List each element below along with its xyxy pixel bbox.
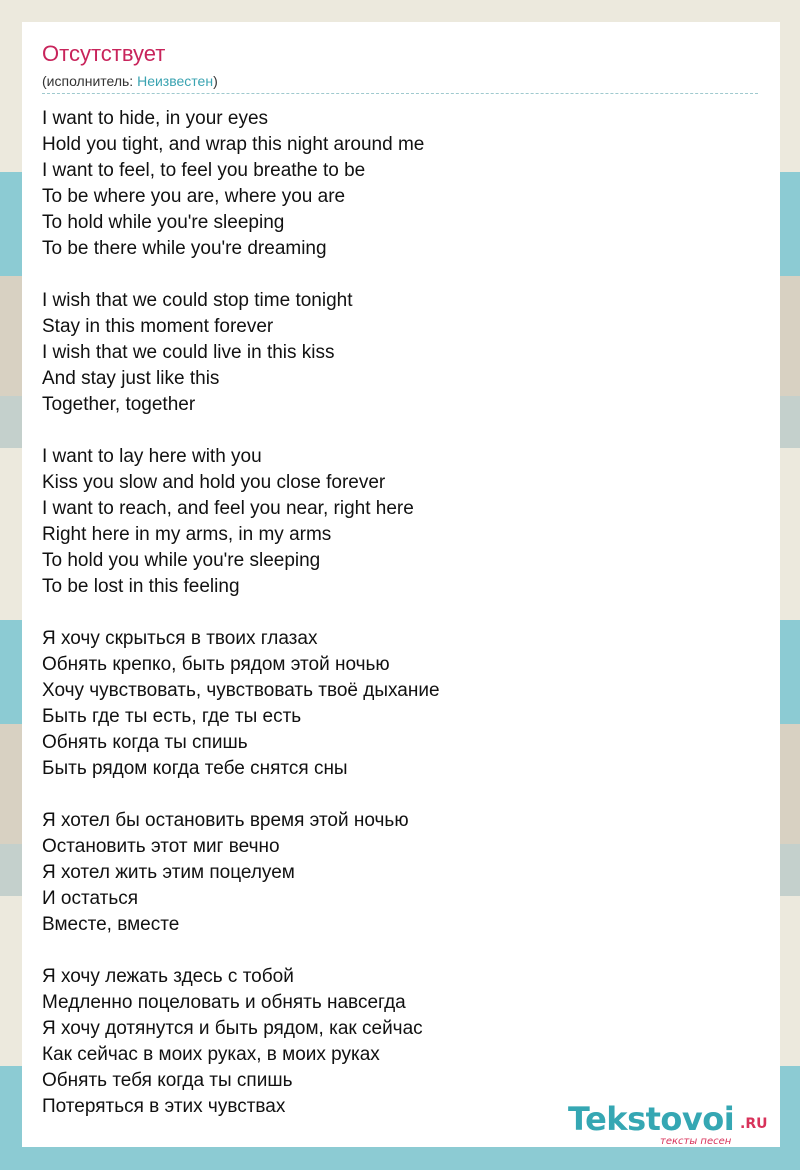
lyric-line: Я хочу лежать здесь с тобой — [42, 966, 294, 987]
lyrics-verse — [42, 444, 440, 600]
song-title: Отсутствует — [42, 41, 166, 66]
lyric-line: Я хотел жить этим поцелуем — [42, 862, 295, 883]
logo-tagline: тексты песен — [660, 1136, 732, 1147]
lyric-line: Хочу чувствовать, чувствовать твоё дыхание — [42, 680, 440, 701]
lyrics-verse — [42, 626, 440, 782]
lyrics-verse — [42, 288, 440, 418]
lyric-line: Обнять тебя когда ты спишь — [42, 1070, 293, 1091]
lyric-line: To be lost in this feeling — [42, 576, 240, 597]
lyric-line: Вместе, вместе — [42, 914, 180, 935]
lyric-line: I want to lay here with you — [42, 446, 262, 467]
lyric-line: Right here in my arms, in my arms — [42, 524, 332, 545]
lyric-line: Медленно поцеловать и обнять навсегда — [42, 992, 406, 1013]
lyric-line: Обнять когда ты спишь — [42, 732, 248, 753]
lyrics-verse — [42, 964, 440, 1120]
title-divider — [42, 93, 758, 94]
performer-suffix: ) — [213, 73, 218, 89]
lyric-line: To be where you are, where you are — [42, 186, 346, 207]
lyric-line: Я хочу дотянутся и быть рядом, как сейчас — [42, 1018, 423, 1039]
lyric-line: I want to hide, in your eyes — [42, 108, 269, 129]
lyric-line: I want to feel, to feel you breathe to be — [42, 160, 366, 181]
logo-name: Tekstovoi — [568, 1100, 735, 1138]
lyric-line: Kiss you slow and hold you close forever — [42, 472, 386, 493]
lyric-line: To be there while you're dreaming — [42, 238, 327, 259]
lyric-line: I wish that we could live in this kiss — [42, 342, 335, 363]
logo-tld: .RU — [740, 1116, 768, 1132]
performer-prefix: (исполнитель: — [42, 73, 138, 89]
lyrics-verse — [42, 808, 440, 938]
lyric-line: Потеряться в этих чувствах — [42, 1096, 286, 1117]
lyric-line: Stay in this moment forever — [42, 316, 274, 337]
lyric-line: Обнять крепко, быть рядом этой ночью — [42, 654, 390, 675]
lyric-line: Быть где ты есть, где ты есть — [42, 706, 302, 727]
lyric-line: Остановить этот миг вечно — [42, 836, 280, 857]
performer-link[interactable]: Неизвестен — [137, 73, 214, 89]
lyric-line: Быть рядом когда тебе снятся сны — [42, 758, 348, 779]
lyric-line: Как сейчас в моих руках, в моих руках — [42, 1044, 380, 1065]
lyric-line: И остаться — [42, 888, 139, 909]
lyrics-card — [22, 22, 780, 1147]
lyric-line: Together, together — [42, 394, 196, 415]
performer-line — [42, 74, 218, 88]
lyric-line: Hold you tight, and wrap this night around me — [42, 134, 425, 155]
lyric-line: I want to reach, and feel you near, right here — [42, 498, 414, 519]
site-logo[interactable] — [568, 1100, 778, 1153]
lyrics-verse — [42, 106, 440, 262]
lyric-line: To hold you while you're sleeping — [42, 550, 321, 571]
lyric-line: I wish that we could stop time tonight — [42, 290, 353, 311]
lyrics-body — [42, 106, 440, 1146]
lyric-line: Я хочу скрыться в твоих глазах — [42, 628, 318, 649]
lyric-line: To hold while you're sleeping — [42, 212, 285, 233]
lyric-line: Я хотел бы остановить время этой ночью — [42, 810, 409, 831]
lyric-line: And stay just like this — [42, 368, 220, 389]
